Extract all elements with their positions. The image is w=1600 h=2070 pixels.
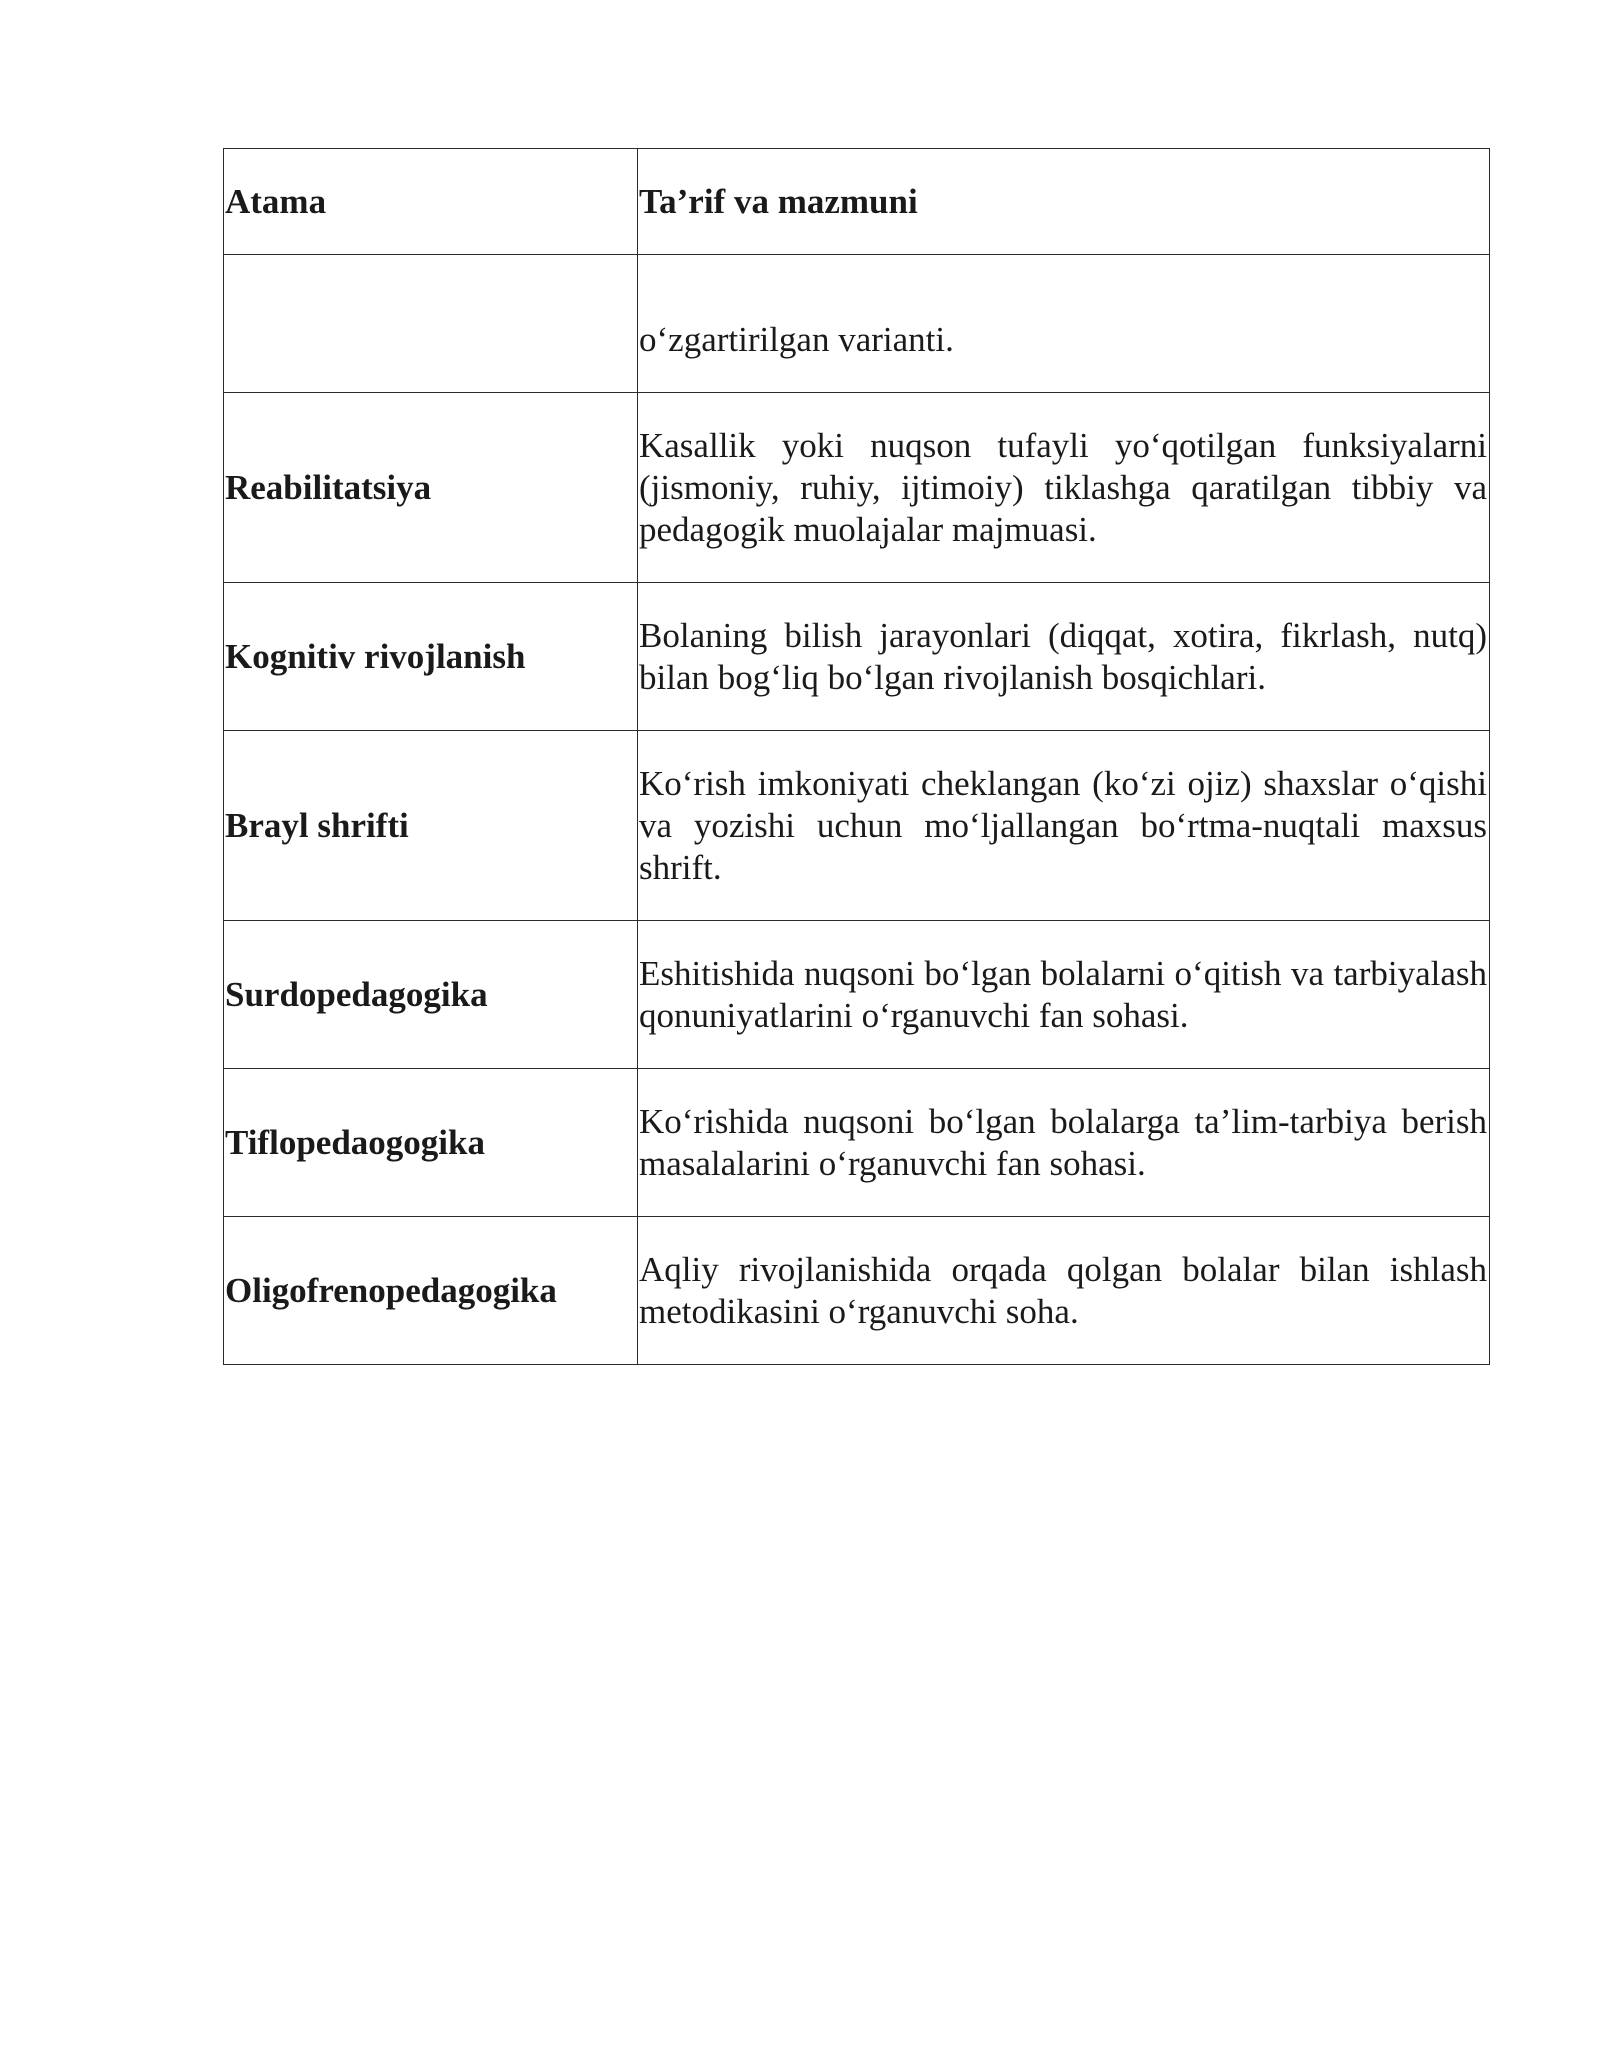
definition-cell: Ko‘rishida nuqsoni bo‘lgan bolalarga ta’lim-tarbiya berish masalalarini o‘rganuvchi fan sohasi. [638,1069,1490,1217]
header-definition: Ta’rif va mazmuni [638,149,1490,255]
table-row [224,583,1490,731]
glossary-table [223,148,1490,1365]
definition-cell: Ko‘rish imkoniyati cheklangan (ko‘zi ojiz) shaxslar o‘qishi va yozishi uchun mo‘ljallangan bo‘rtma-nuqtali maxsus shrift. [638,731,1490,921]
table-row [224,255,1490,393]
table-row [224,921,1490,1069]
definition-cell: Aqliy rivojlanishida orqada qolgan bolalar bilan ishlash metodikasini o‘rganuvchi soha. [638,1217,1490,1365]
term-cell [224,255,638,393]
term-cell: Oligofrenopedagogika [224,1217,638,1365]
definition-cell: Bolaning bilish jarayonlari (diqqat, xotira, fikrlash, nutq) bilan bog‘liq bo‘lgan rivojlanish bosqichlari. [638,583,1490,731]
definition-cell: Eshitishida nuqsoni bo‘lgan bolalarni o‘qitish va tarbiyalash qonuniyatlarini o‘rganuvchi fan sohasi. [638,921,1490,1069]
term-cell: Surdopedagogika [224,921,638,1069]
table-header-row [224,149,1490,255]
table-row [224,393,1490,583]
header-term: Atama [224,149,638,255]
table-row [224,1069,1490,1217]
table-row [224,1217,1490,1365]
definition-cell: o‘zgartirilgan varianti. [638,255,1490,393]
term-cell: Tiflopedaogogika [224,1069,638,1217]
term-cell: Brayl shrifti [224,731,638,921]
term-cell: Kognitiv rivojlanish [224,583,638,731]
term-cell: Reabilitatsiya [224,393,638,583]
table-row [224,731,1490,921]
definition-cell: Kasallik yoki nuqson tufayli yo‘qotilgan funksiyalarni (jismoniy, ruhiy, ijtimoiy) tiklashga qaratilgan tibbiy va pedagogik muolajalar majmuasi. [638,393,1490,583]
